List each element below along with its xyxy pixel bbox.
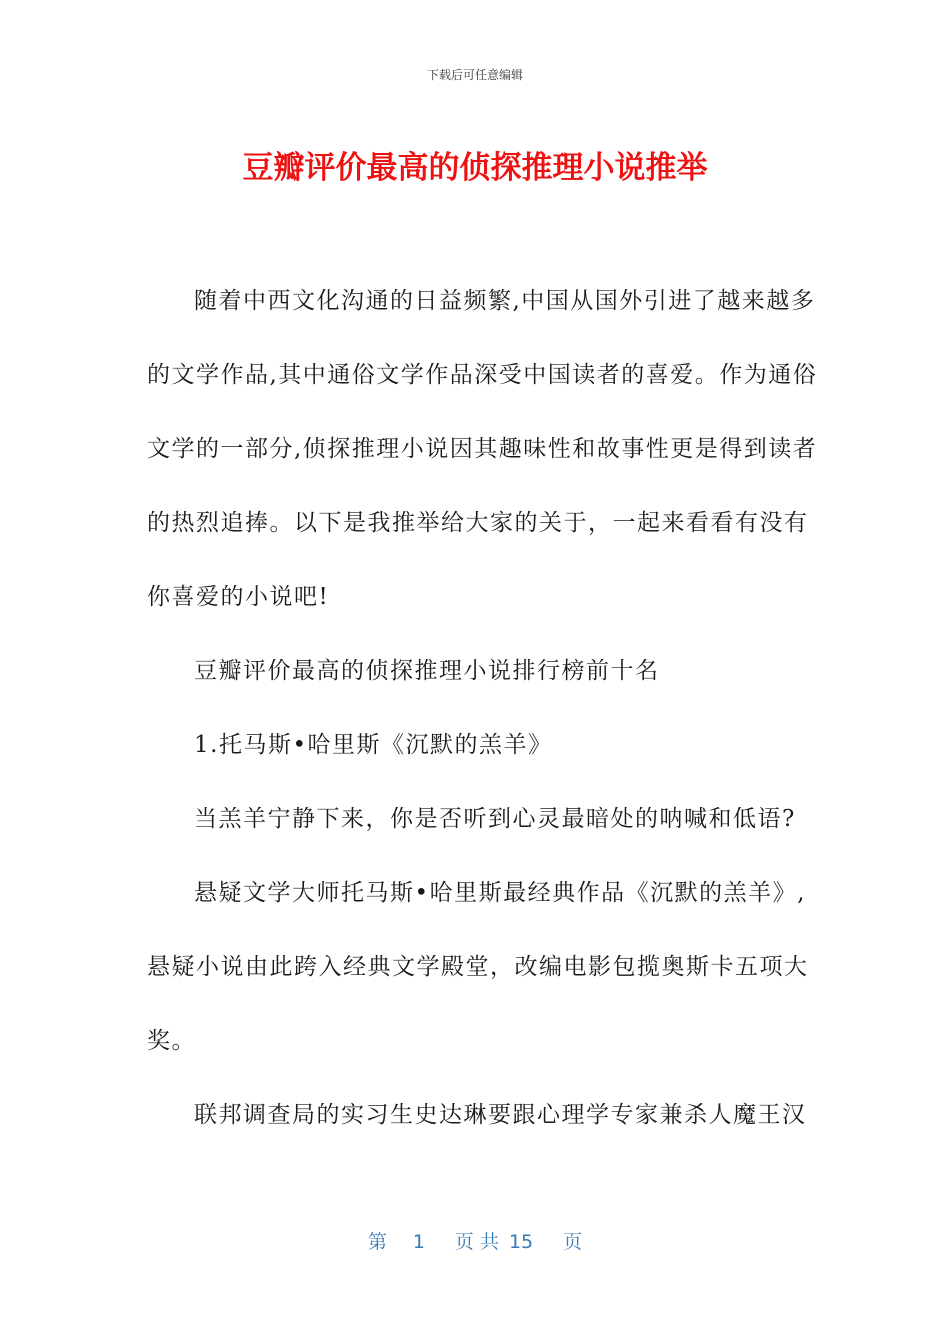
description-line-3: 奖。: [147, 1028, 196, 1054]
description-line-4: 联邦调查局的实习生史达琳要跟心理学专家兼杀人魔王汉: [194, 1102, 807, 1128]
section-heading: 豆瓣评价最高的侦探推理小说排行榜前十名: [194, 658, 660, 684]
paragraph-line-3: 文学的一部分,侦探推理小说因其趣味性和故事性更是得到读者: [147, 436, 818, 462]
footer-page-number: 1: [412, 1231, 425, 1253]
description-line-1: 悬疑文学大师托马斯•哈里斯最经典作品《沉默的羔羊》,: [194, 880, 806, 906]
paragraph-line-1: 随着中西文化沟通的日益频繁,中国从国外引进了越来越多: [194, 288, 816, 314]
document-title: 豆瓣评价最高的侦探推理小说推举: [242, 150, 708, 186]
footer-mid: 页 共: [454, 1231, 499, 1253]
footer-total-pages: 15: [508, 1231, 534, 1253]
footer-suffix: 页: [563, 1231, 583, 1253]
description-line-2: 悬疑小说由此跨入经典文学殿堂，改编电影包揽奥斯卡五项大: [147, 954, 809, 980]
paragraph-line-5: 你喜爱的小说吧!: [147, 584, 330, 610]
list-item-heading: 1.托马斯•哈里斯《沉默的羔羊》: [194, 732, 553, 758]
header-note: 下载后可任意编辑: [426, 68, 523, 82]
footer-prefix: 第: [367, 1231, 387, 1253]
paragraph-line-2: 的文学作品,其中通俗文学作品深受中国读者的喜爱。作为通俗: [147, 362, 818, 388]
page-footer: [0, 1227, 950, 1254]
tagline: 当羔羊宁静下来，你是否听到心灵最暗处的呐喊和低语?: [194, 806, 796, 832]
paragraph-line-4: 的热烈追捧。以下是我推举给大家的关于，一起来看看有没有: [147, 510, 809, 536]
